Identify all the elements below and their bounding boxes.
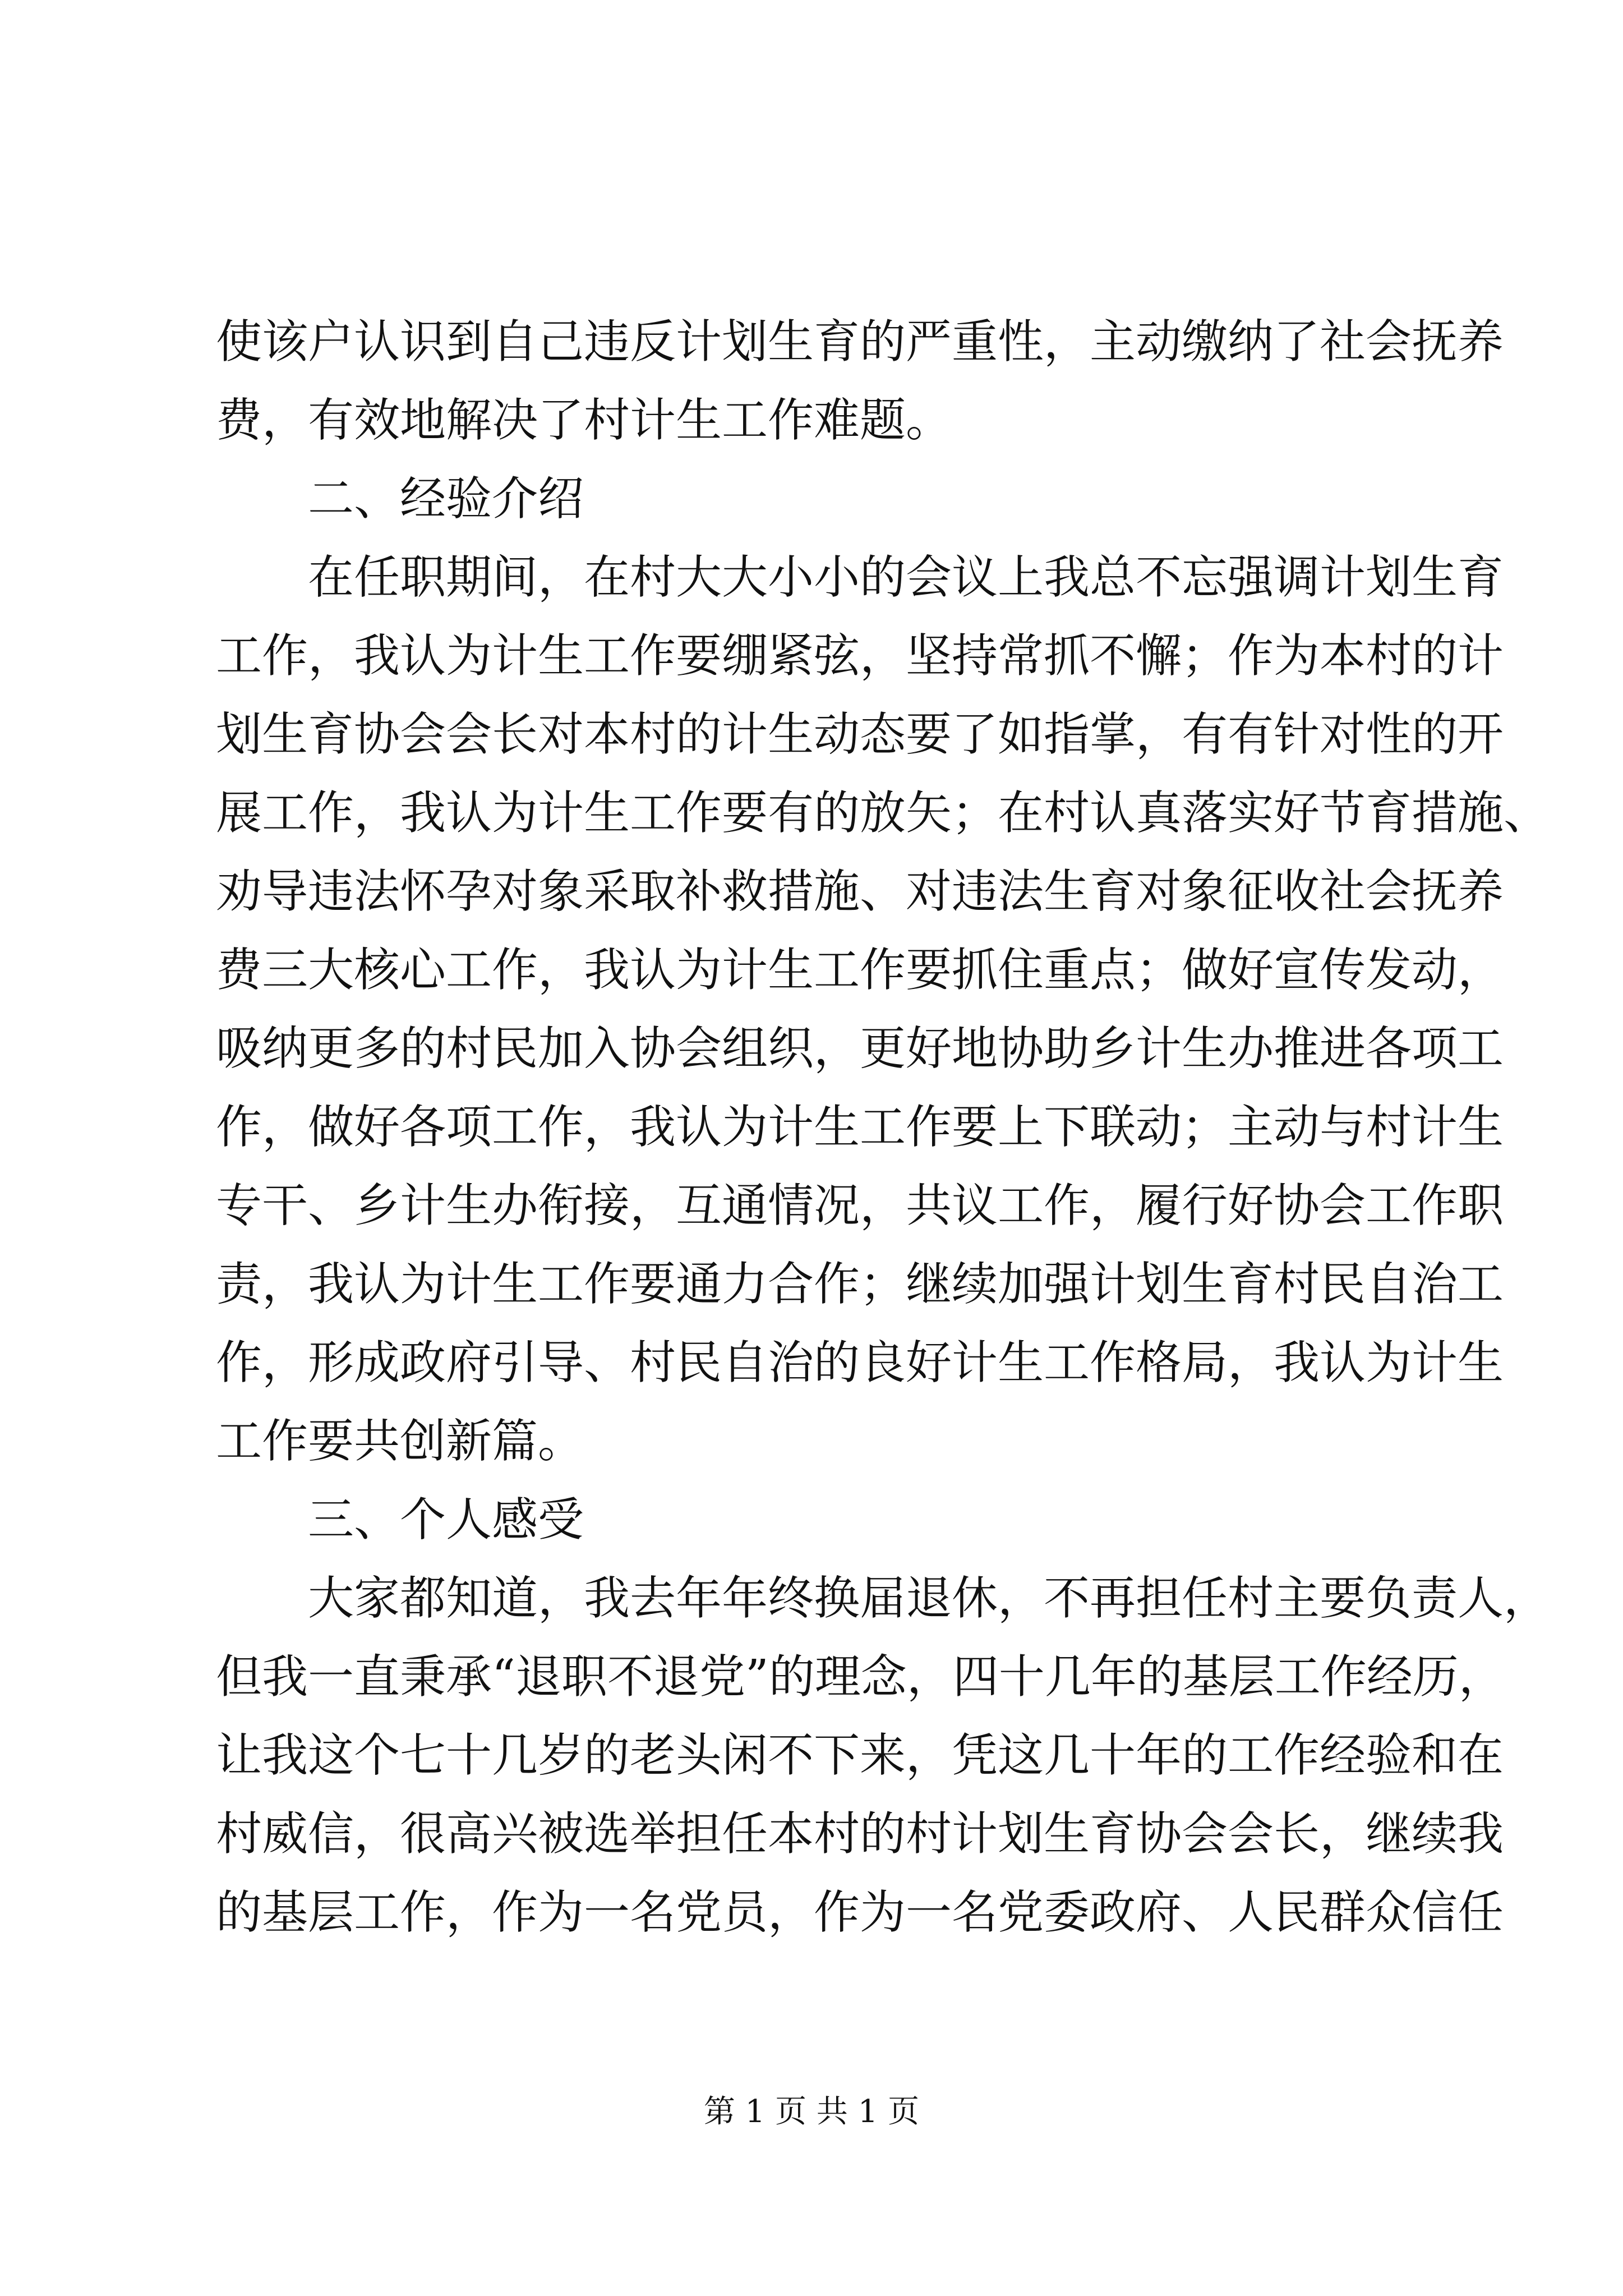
document-body [216,303,1550,1952]
paragraph-line: 使该户认识到自己违反计划生育的严重性，主动缴纳了社会抚养 [216,315,1504,369]
paragraph-line: 工作要共创新篇。 [216,1415,584,1468]
paragraph-line: 专干、乡计生办衔接，互通情况，共议工作，履行好协会工作职 [216,1179,1504,1232]
section-heading: 二、经验介绍 [308,472,584,526]
paragraph-line: 吸纳更多的村民加入协会组织，更好地协助乡计生办推进各项工 [216,1022,1504,1075]
paragraph-line: 展工作，我认为计生工作要有的放矢；在村认真落实好节育措施、 [216,786,1550,840]
paragraph-line: 作，形成政府引导、村民自治的良好计生工作格局，我认为计生 [216,1336,1504,1389]
paragraph-line: 让我这个七十几岁的老头闲不下来，凭这几十年的工作经验和在 [216,1729,1504,1782]
paragraph-line: 工作，我认为计生工作要绷紧弦，坚持常抓不懈；作为本村的计 [216,629,1504,683]
paragraph-line: 作，做好各项工作，我认为计生工作要上下联动；主动与村计生 [216,1101,1504,1154]
paragraph-line: 在任职期间，在村大大小小的会议上我总不忘强调计划生育 [308,551,1504,604]
paragraph-line: 村威信，很高兴被选举担任本村的村计划生育协会会长，继续我 [216,1807,1504,1861]
section-heading: 三、个人感受 [308,1493,584,1547]
paragraph-line: 的基层工作，作为一名党员，作为一名党委政府、人民群众信任 [216,1886,1504,1939]
paragraph-line: 划生育协会会长对本村的计生动态要了如指掌，有有针对性的开 [216,708,1504,761]
paragraph-line: 但我一直秉承“退职不退党”的理念，四十几年的基层工作经历， [216,1650,1505,1704]
paragraph-line: 劝导违法怀孕对象采取补救措施、对违法生育对象征收社会抚养 [216,865,1504,918]
paragraph-line: 责，我认为计生工作要通力合作；继续加强计划生育村民自治工 [216,1258,1504,1311]
paragraph-line: 费，有效地解决了村计生工作难题。 [216,394,952,447]
paragraph-line: 大家都知道，我去年年终换届退休，不再担任村主要负责人， [308,1572,1550,1625]
page-footer: 第 1 页 共 1 页 [703,2093,920,2130]
paragraph-line: 费三大核心工作，我认为计生工作要抓住重点；做好宣传发动， [216,944,1504,997]
